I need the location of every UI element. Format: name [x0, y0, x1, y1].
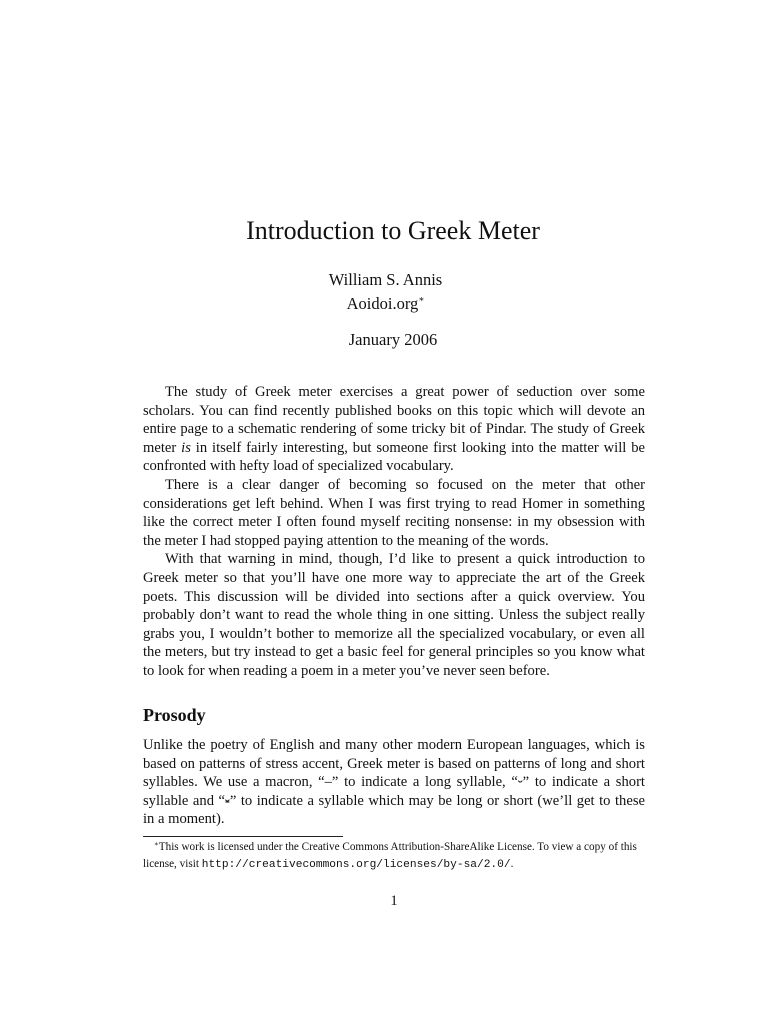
intro-paragraph-2: There is a clear danger of becoming so focused on the meter that other considerations get left behind. When I was first trying to read Homer in something like the correct meter I often found myself reciting nonsense: in my obsession with the meter I had stopped paying attention to the meaning of the words.	[143, 476, 645, 549]
section-heading-prosody: Prosody	[143, 705, 206, 725]
prosody-paragraph: Unlike the poetry of English and many other modern European languages, which is based on patterns of stress accent, Greek meter is based on patterns of long and short syllables. We use a macron, “–” to indicate a long syllable, “⏑” to indicate a short syllable and “⏓” to indicate a syllable which may be long or short (we’ll get to these in a moment).	[143, 737, 645, 828]
footnote-mark: ∗	[154, 840, 159, 848]
footnote-paragraph: ∗This work is licensed under the Creative Commons Attribution-ShareAlike License. To view a copy of this license, visit http://creativecommons.org/licenses/by-sa/2.0/.	[143, 840, 637, 871]
introduction-section	[143, 383, 645, 681]
emphasis-is: is	[181, 439, 191, 456]
document-title: Introduction to Greek Meter	[246, 216, 540, 245]
document-date: January 2006	[348, 330, 438, 349]
author-name: William S. Annis	[328, 270, 443, 289]
author-affiliation	[0, 294, 768, 314]
license-url[interactable]: http://creativecommons.org/licenses/by-sa/2.0/	[201, 858, 511, 871]
affiliation-text: Aoidoi.org	[346, 294, 419, 313]
prosody-section	[143, 736, 645, 829]
footnote	[143, 839, 653, 873]
footnote-rule	[143, 836, 343, 837]
intro-paragraph-3: With that warning in mind, though, I’d like to present a quick introduction to Greek meter so that you’ll have one more way to appreciate the art of the Greek poets. This discussion will be divided into sections after a quick overview. You probably don’t want to read the whole thing in one sitting. Unless the subject really grabs you, I wouldn’t bother to memorize all the specialized vocabulary, or even all the meters, but try instead to get a basic feel for general principles so you know what to look for when reading a poem in a meter you’ve never seen before.	[143, 551, 645, 679]
footnote-marker: ∗	[418, 294, 425, 304]
intro-paragraph-1: The study of Greek meter exercises a great power of seduction over some scholars. You can find recently published books on this topic which will devote an entire page to a schematic rendering of some tricky bit of Pindar. The study of Greek meter is in itself fairly interesting, but someone first looking into the matter will be confronted with hefty load of specialized vocabulary.	[143, 384, 645, 475]
page-number: 1	[390, 893, 398, 909]
